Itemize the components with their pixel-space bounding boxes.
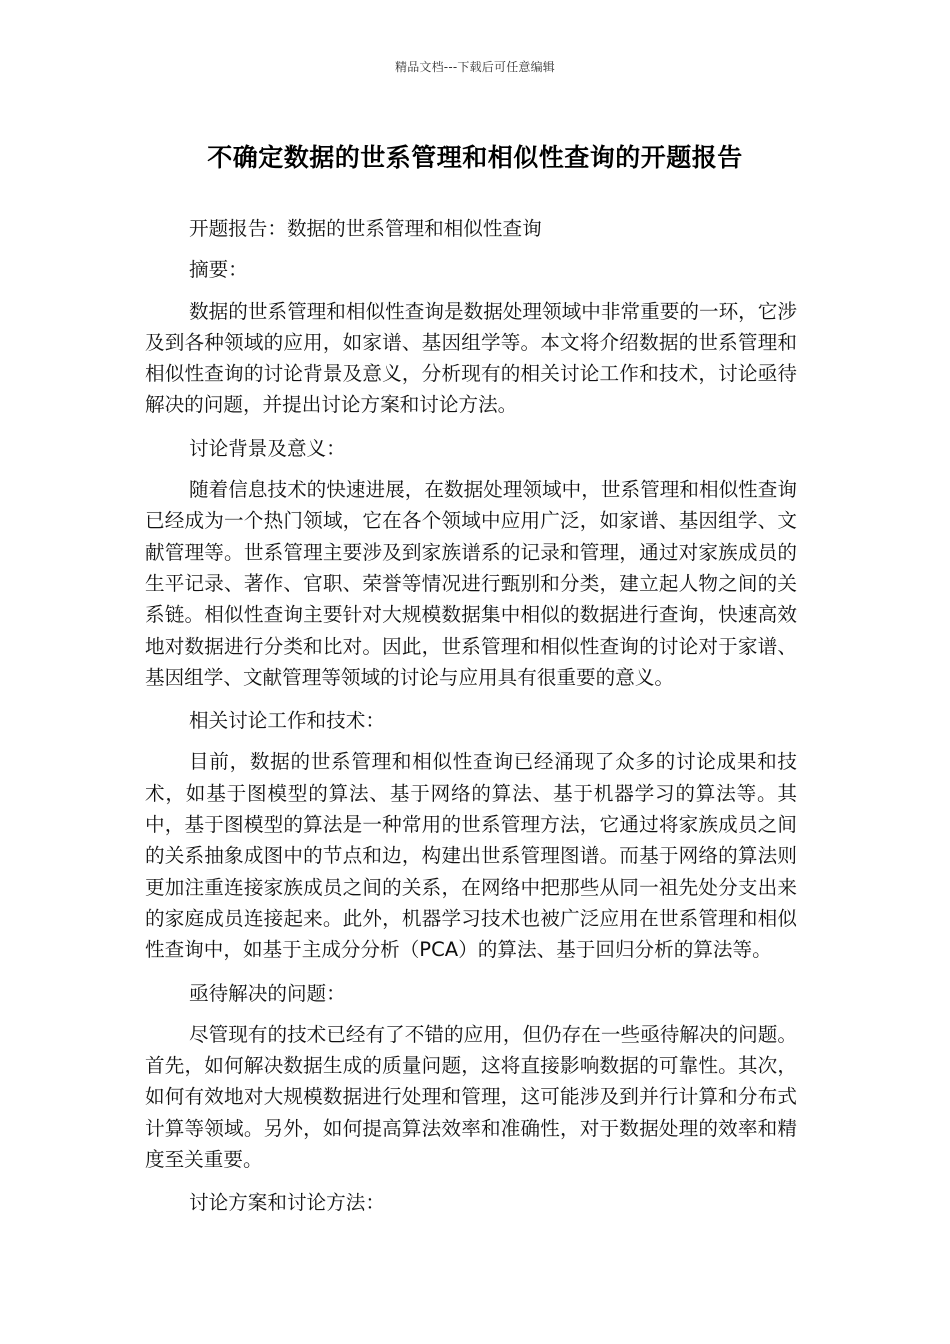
- problems-heading: 亟待解决的问题：: [189, 981, 346, 1005]
- related-work-paragraph: 目前，数据的世系管理和相似性查询已经涌现了众多的讨论成果和技术，如基于图模型的算法、基于网络的算法、基于机器学习的算法等。其中，基于图模型的算法是一种常用的世系管理方法，它通过将家族成员之间的关系抽象成图中的节点和边，构建出世系管理图谱。而基于网络的算法则更加注重连接家族成员之间的关系，在网络中把那些从同一祖先处分支出来的家庭成员连接起来。此外，机器学习技术也被广泛应用在世系管理和相似性查询中，如基于主成分分析（PCA）的算法、基于回归分析的算法等。: [145, 750, 797, 962]
- methods-heading: 讨论方案和讨论方法：: [189, 1191, 385, 1215]
- document-title: 不确定数据的世系管理和相似性查询的开题报告: [207, 143, 743, 172]
- header-note: 精品文档---下载后可任意编辑: [395, 60, 555, 74]
- related-work-heading: 相关讨论工作和技术：: [189, 709, 385, 733]
- background-heading: 讨论背景及意义：: [189, 436, 346, 460]
- subtitle-line: 开题报告：数据的世系管理和相似性查询: [189, 217, 542, 240]
- abstract-heading: 摘要：: [189, 258, 248, 282]
- problems-paragraph: 尽管现有的技术已经有了不错的应用，但仍存在一些亟待解决的问题。首先，如何解决数据生成的质量问题，这将直接影响数据的可靠性。其次，如何有效地对大规模数据进行处理和管理，这可能涉及到并行计算和分布式计算等领域。另外，如何提高算法效率和准确性，对于数据处理的效率和精度至关重要。: [145, 1022, 797, 1172]
- abstract-paragraph: 数据的世系管理和相似性查询是数据处理领域中非常重要的一环，它涉及到各种领域的应用，如家谱、基因组学等。本文将介绍数据的世系管理和相似性查询的讨论背景及意义，分析现有的相关讨论工作和技术，讨论亟待解决的问题，并提出讨论方案和讨论方法。: [145, 299, 797, 417]
- background-paragraph: 随着信息技术的快速进展，在数据处理领域中，世系管理和相似性查询已经成为一个热门领域，它在各个领域中应用广泛，如家谱、基因组学、文献管理等。世系管理主要涉及到家族谱系的记录和管理，通过对家族成员的生平记录、著作、官职、荣誉等情况进行甄别和分类，建立起人物之间的关系链。相似性查询主要针对大规模数据集中相似的数据进行查询，快速高效地对数据进行分类和比对。因此，世系管理和相似性查询的讨论对于家谱、基因组学、文献管理等领域的讨论与应用具有很重要的意义。: [145, 478, 797, 689]
- document-body: [145, 213, 797, 1219]
